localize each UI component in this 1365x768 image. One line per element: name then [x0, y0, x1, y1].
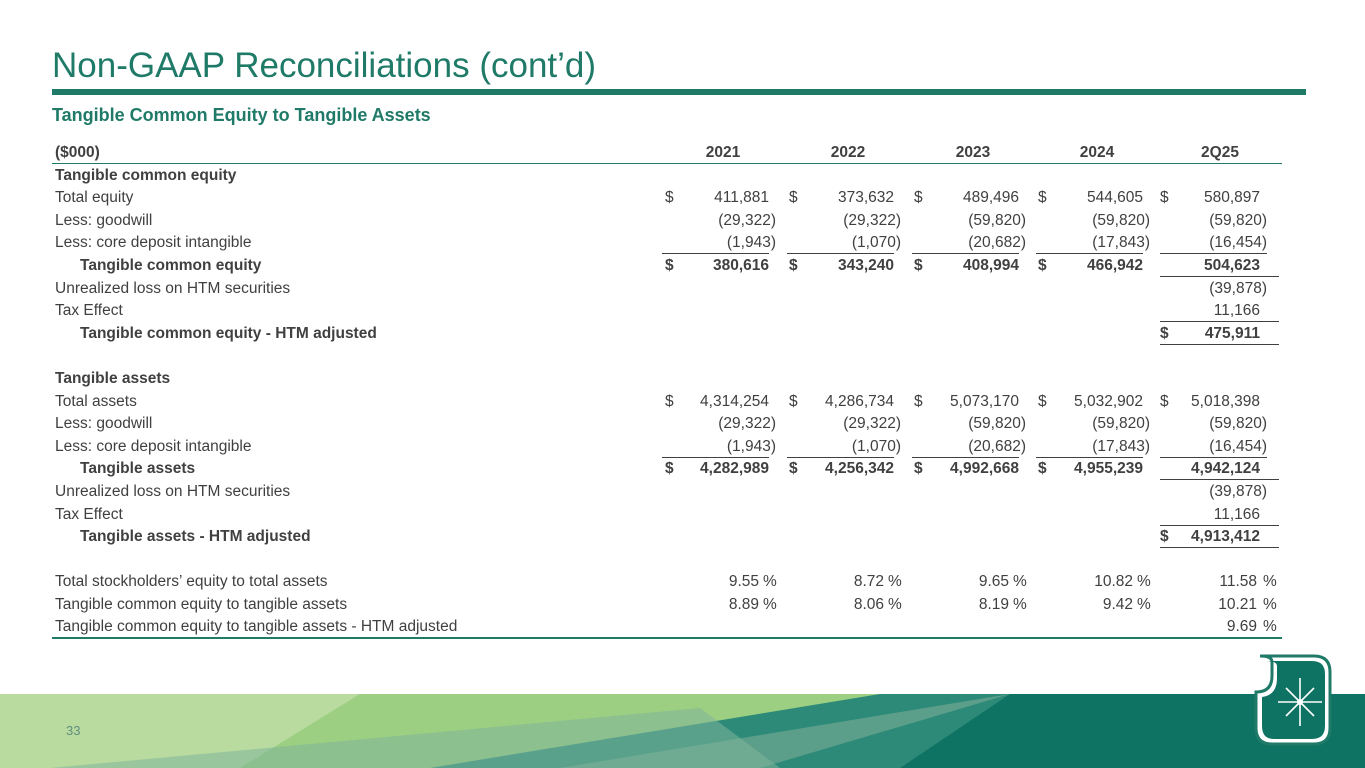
cell-value: (16,454) [1209, 437, 1267, 455]
cell-value: 408,994 [962, 256, 1019, 274]
cell-value: (20,682) [968, 437, 1026, 455]
row-label: Tangible common equity to tangible assets [55, 595, 348, 613]
percent-sign: % [1013, 573, 1027, 591]
slide-title: Non-GAAP Reconciliations (cont’d) [52, 46, 597, 85]
year-header: 2023 [955, 144, 991, 161]
table-row [52, 435, 1282, 458]
cell-value: 11,166 [1213, 505, 1260, 523]
dollar-sign: $ [665, 256, 674, 274]
table-row [52, 231, 1282, 254]
cell-value: (39,878) [1209, 482, 1267, 500]
cell-value: 466,942 [1086, 256, 1143, 274]
percent-value: 9.69 [1226, 618, 1257, 636]
table-row [52, 570, 1282, 593]
percent-sign: % [1013, 595, 1027, 613]
cell-value: (59,820) [968, 211, 1026, 229]
cell-value: (17,843) [1092, 234, 1150, 252]
company-logo [1252, 652, 1334, 748]
table-row [52, 503, 1282, 526]
dollar-sign: $ [914, 189, 923, 207]
cell-value: 380,616 [712, 256, 769, 274]
table-row [52, 254, 1282, 277]
cell-value: 580,897 [1203, 189, 1260, 207]
cell-value: (59,820) [968, 415, 1026, 433]
percent-value: 8.72 [853, 573, 884, 591]
dollar-sign: $ [914, 256, 923, 274]
year-header: 2021 [705, 144, 741, 161]
cell-value: (1,070) [851, 437, 901, 455]
table-row [52, 322, 1282, 345]
table-row [52, 480, 1282, 503]
percent-value: 10.82 [1094, 573, 1133, 591]
dollar-sign: $ [789, 189, 798, 207]
cell-value: 544,605 [1086, 189, 1143, 207]
percent-sign: % [763, 573, 777, 591]
percent-sign: % [888, 573, 902, 591]
cell-value: (1,943) [726, 234, 776, 252]
cell-value: (29,322) [718, 415, 776, 433]
table-header-row [52, 141, 1282, 164]
row-label: Unrealized loss on HTM securities [55, 279, 291, 297]
cell-value: (29,322) [843, 415, 901, 433]
table-row [52, 615, 1282, 638]
row-label: Total equity [55, 189, 134, 207]
dollar-sign: $ [665, 392, 674, 410]
percent-sign: % [1137, 573, 1151, 591]
cell-value: (1,070) [851, 234, 901, 252]
percent-sign: % [1137, 595, 1151, 613]
percent-value: 9.55 [728, 573, 759, 591]
table-row [52, 593, 1282, 616]
dollar-sign: $ [1160, 528, 1169, 546]
cell-value: (59,820) [1209, 415, 1267, 433]
spacer-row [52, 344, 1282, 367]
row-label: Less: goodwill [55, 415, 153, 433]
cell-value: (17,843) [1092, 437, 1150, 455]
cell-value: (29,322) [843, 211, 901, 229]
year-header: 2022 [830, 144, 866, 161]
table-row [52, 186, 1282, 209]
cell-value: (16,454) [1209, 234, 1267, 252]
cell-value: 4,992,668 [950, 460, 1019, 478]
percent-sign: % [1263, 618, 1277, 636]
table-row [52, 412, 1282, 435]
table-row [52, 164, 1282, 187]
page-number: 33 [66, 723, 81, 738]
dollar-sign: $ [789, 460, 798, 478]
row-label: Tangible common equity [55, 166, 237, 184]
row-label: Tangible common equity - HTM adjusted [80, 324, 377, 342]
row-label: Less: core deposit intangible [55, 234, 252, 252]
cell-value: 4,256,342 [825, 460, 894, 478]
dollar-sign: $ [914, 460, 923, 478]
percent-sign: % [888, 595, 902, 613]
row-label: Unrealized loss on HTM securities [55, 482, 291, 500]
row-label: Tangible assets [55, 369, 171, 387]
cell-value: 4,955,239 [1074, 460, 1143, 478]
table-row [52, 457, 1282, 480]
dollar-sign: $ [1038, 189, 1047, 207]
cell-value: 5,073,170 [950, 392, 1019, 410]
table-row [52, 367, 1282, 390]
cell-value: 504,623 [1203, 256, 1260, 274]
cell-value: 4,286,734 [825, 392, 894, 410]
dollar-sign: $ [789, 392, 798, 410]
cell-value: (29,322) [718, 211, 776, 229]
table-row [52, 525, 1282, 548]
cell-value: 5,032,902 [1074, 392, 1143, 410]
dollar-sign: $ [1160, 392, 1169, 410]
dollar-sign: $ [914, 392, 923, 410]
percent-value: 8.19 [978, 595, 1009, 613]
dollar-sign: $ [1038, 392, 1047, 410]
table-row [52, 209, 1282, 232]
row-label: Tangible assets - HTM adjusted [80, 528, 311, 546]
table-row [52, 277, 1282, 300]
table-row [52, 299, 1282, 322]
cell-value: 489,496 [962, 189, 1019, 207]
table-subtitle: Tangible Common Equity to Tangible Assets [52, 105, 431, 125]
cell-value: 4,942,124 [1191, 460, 1260, 478]
row-label: Tax Effect [55, 505, 123, 523]
spacer-row [52, 548, 1282, 571]
cell-value: 475,911 [1204, 324, 1260, 342]
percent-sign: % [1263, 573, 1277, 591]
percent-sign: % [1263, 595, 1277, 613]
cell-value: (39,878) [1209, 279, 1267, 297]
percent-value: 8.06 [853, 595, 884, 613]
table-row [52, 390, 1282, 413]
row-label: Tangible common equity to tangible assets - HTM adjusted [55, 618, 458, 636]
row-label: Total assets [55, 392, 137, 410]
table-bottom-rule [52, 637, 1282, 639]
row-label: Total stockholders’ equity to total assets [55, 573, 328, 591]
row-label: Tangible assets [80, 460, 196, 478]
percent-value: 11.58 [1219, 573, 1257, 591]
cell-value: 4,282,989 [700, 460, 769, 478]
year-header: 2Q25 [1201, 144, 1239, 161]
row-label: Less: core deposit intangible [55, 437, 252, 455]
cell-value: 373,632 [837, 189, 894, 207]
cell-value: 5,018,398 [1191, 392, 1260, 410]
footer-band [0, 694, 1365, 768]
cell-value: (59,820) [1209, 211, 1267, 229]
cell-value: 4,314,254 [700, 392, 769, 410]
dollar-sign: $ [665, 189, 674, 207]
units-label: ($000) [55, 144, 100, 161]
percent-value: 9.42 [1102, 595, 1133, 613]
cell-value: 411,881 [714, 189, 769, 207]
percent-value: 9.65 [978, 573, 1009, 591]
percent-value: 10.21 [1218, 595, 1257, 613]
dollar-sign: $ [665, 460, 674, 478]
cell-value: 343,240 [837, 256, 894, 274]
dollar-sign: $ [1160, 324, 1169, 342]
year-header: 2024 [1079, 144, 1115, 161]
reconciliation-table [52, 141, 1282, 638]
dollar-sign: $ [1038, 460, 1047, 478]
row-label: Less: goodwill [55, 211, 153, 229]
percent-value: 8.89 [728, 595, 759, 613]
cell-value: 4,913,412 [1191, 528, 1260, 546]
dollar-sign: $ [1160, 189, 1169, 207]
dollar-sign: $ [789, 256, 798, 274]
dollar-sign: $ [1038, 256, 1047, 274]
cell-value: (59,820) [1092, 211, 1150, 229]
row-label: Tax Effect [55, 302, 123, 320]
percent-sign: % [763, 595, 777, 613]
cell-value: (20,682) [968, 234, 1026, 252]
cell-value: 11,166 [1213, 302, 1260, 320]
cell-value: (59,820) [1092, 415, 1150, 433]
title-rule [52, 89, 1306, 95]
cell-value: (1,943) [726, 437, 776, 455]
row-label: Tangible common equity [80, 256, 262, 274]
